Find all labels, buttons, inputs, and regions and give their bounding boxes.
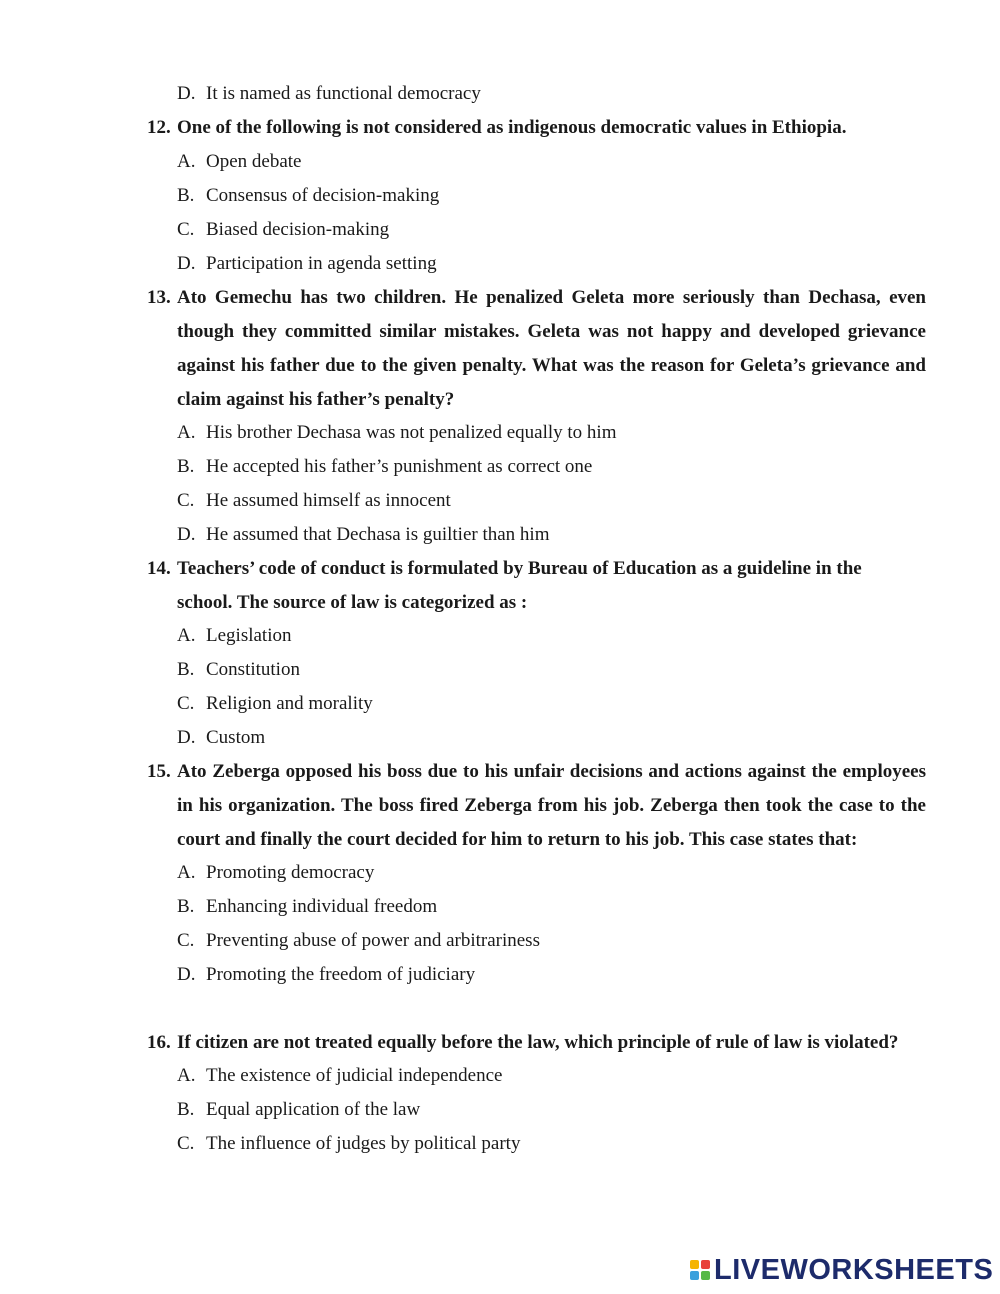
q13-option-d: D. He assumed that Dechasa is guiltier than him	[177, 524, 550, 545]
q15-question-line-1: Ato Zeberga opposed his boss due to his unfair decisions and actions against the employees	[177, 761, 926, 782]
logo-mark-tile	[690, 1271, 699, 1280]
liveworksheets-logo-icon	[690, 1260, 710, 1280]
q14-question-line-2: school. The source of law is categorized as :	[177, 592, 528, 613]
q13-option-a: A. His brother Dechasa was not penalized equally to him	[177, 422, 617, 443]
q13-question: 13.	[147, 287, 171, 308]
q12-option-a: A. Open debate	[177, 151, 302, 172]
q13-option-c: C. He assumed himself as innocent	[177, 490, 451, 511]
q15-option-a: A. Promoting democracy	[177, 862, 375, 883]
q15-question: 15.	[147, 761, 171, 782]
logo-mark-tile	[701, 1260, 710, 1269]
liveworksheets-logo	[690, 1253, 993, 1287]
q11-option-d: D. It is named as functional democracy	[177, 83, 481, 104]
q15-question-line-3: court and finally the court decided for him to return to his job. This case states that:	[177, 829, 858, 850]
q16-option-b: B. Equal application of the law	[177, 1099, 421, 1120]
q15-option-c: C. Preventing abuse of power and arbitrariness	[177, 930, 540, 951]
q14-option-b: B. Constitution	[177, 659, 300, 680]
q12-option-c: C. Biased decision-making	[177, 219, 390, 240]
logo-mark-tile	[701, 1271, 710, 1280]
q12-question: 12. One of the following is not considered as indigenous democratic values in Ethiopia.	[147, 117, 847, 138]
q14-option-c: C. Religion and morality	[177, 693, 373, 714]
logo-text: LIVEWORKSHEETS	[714, 1253, 994, 1286]
q16-option-c: C. The influence of judges by political party	[177, 1133, 521, 1154]
q13-question-line-1: Ato Gemechu has two children. He penalized Geleta more seriously than Dechasa, even	[177, 287, 926, 308]
q15-option-d: D. Promoting the freedom of judiciary	[177, 964, 476, 985]
q13-question-line-4: claim against his father’s penalty?	[177, 389, 455, 410]
q13-question-line-3: against his father due to the given penalty. What was the reason for Geleta’s grievance and	[177, 355, 926, 376]
q14-option-d: D. Custom	[177, 727, 266, 748]
q14-option-a: A. Legislation	[177, 625, 292, 646]
q13-option-b: B. He accepted his father’s punishment as correct one	[177, 456, 593, 477]
logo-mark-tile	[690, 1260, 699, 1269]
q16-option-a: A. The existence of judicial independence	[177, 1065, 503, 1086]
q14-question: 14. Teachers’ code of conduct is formulated by Bureau of Education as a guideline in the	[147, 558, 862, 579]
q15-question-line-2: in his organization. The boss fired Zeberga from his job. Zeberga then took the case to the	[177, 795, 926, 816]
q16-question: 16. If citizen are not treated equally before the law, which principle of rule of law is violated?	[147, 1032, 899, 1053]
q12-option-d: D. Participation in agenda setting	[177, 253, 437, 274]
q12-option-b: B. Consensus of decision-making	[177, 185, 440, 206]
q15-option-b: B. Enhancing individual freedom	[177, 896, 438, 917]
q13-question-line-2: though they committed similar mistakes. Geleta was not happy and developed grievance	[177, 321, 926, 342]
